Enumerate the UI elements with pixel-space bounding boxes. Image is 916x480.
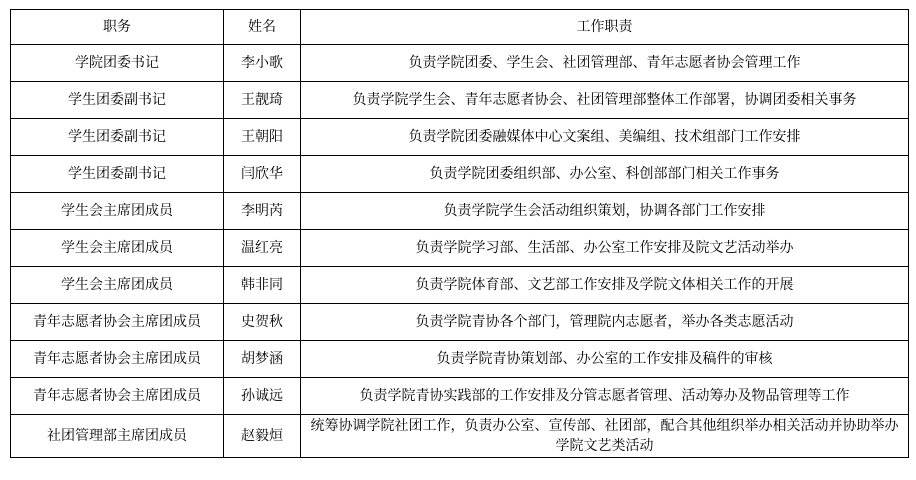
- position-cell: 学生团委副书记: [11, 82, 224, 119]
- table-row: [11, 341, 909, 378]
- position-cell: 学生会主席团成员: [11, 267, 224, 304]
- name-cell: 孙诚远: [224, 378, 301, 415]
- duty-cell: 负责学院学生会、青年志愿者协会、社团管理部整体工作部署，协调团委相关事务: [301, 82, 909, 119]
- table-row: [11, 267, 909, 304]
- name-cell: 闫欣华: [224, 156, 301, 193]
- position-cell: 学院团委书记: [11, 45, 224, 82]
- duty-cell: 负责学院团委、学生会、社团管理部、青年志愿者协会管理工作: [301, 45, 909, 82]
- name-cell: 温红亮: [224, 230, 301, 267]
- name-cell: 韩非同: [224, 267, 301, 304]
- duty-cell: 负责学院团委融媒体中心文案组、美编组、技术组部门工作安排: [301, 119, 909, 156]
- position-cell: 社团管理部主席团成员: [11, 415, 224, 458]
- position-cell: 学生会主席团成员: [11, 230, 224, 267]
- table-row: [11, 45, 909, 82]
- table-row: [11, 119, 909, 156]
- table-row: [11, 82, 909, 119]
- position-cell: 学生会主席团成员: [11, 193, 224, 230]
- table-row: [11, 230, 909, 267]
- name-cell: 李明芮: [224, 193, 301, 230]
- name-cell: 王朝阳: [224, 119, 301, 156]
- header-position: 职务: [11, 10, 224, 45]
- table-row: [11, 156, 909, 193]
- duty-cell: 负责学院团委组织部、办公室、科创部部门相关工作事务: [301, 156, 909, 193]
- table-row: [11, 193, 909, 230]
- duty-cell: 负责学院学习部、生活部、办公室工作安排及院文艺活动举办: [301, 230, 909, 267]
- name-cell: 胡梦涵: [224, 341, 301, 378]
- roster-table-container: [10, 9, 909, 458]
- table-row: [11, 415, 909, 458]
- table-row: [11, 378, 909, 415]
- duty-cell: 负责学院体育部、文艺部工作安排及学院文体相关工作的开展: [301, 267, 909, 304]
- position-cell: 青年志愿者协会主席团成员: [11, 341, 224, 378]
- table-row: [11, 304, 909, 341]
- name-cell: 史贺秋: [224, 304, 301, 341]
- roster-table: [10, 9, 909, 458]
- duty-cell: 负责学院青协策划部、办公室的工作安排及稿件的审核: [301, 341, 909, 378]
- position-cell: 青年志愿者协会主席团成员: [11, 378, 224, 415]
- position-cell: 学生团委副书记: [11, 119, 224, 156]
- duty-cell: 负责学院青协各个部门，管理院内志愿者，举办各类志愿活动: [301, 304, 909, 341]
- name-cell: 李小歌: [224, 45, 301, 82]
- position-cell: 学生团委副书记: [11, 156, 224, 193]
- name-cell: 王靓琦: [224, 82, 301, 119]
- duty-cell: 负责学院青协实践部的工作安排及分管志愿者管理、活动筹办及物品管理等工作: [301, 378, 909, 415]
- header-duty: 工作职责: [301, 10, 909, 45]
- duty-cell: 统筹协调学院社团工作，负责办公室、宣传部、社团部，配合其他组织举办相关活动并协助举办学院文艺类活动: [301, 415, 909, 458]
- header-row: [11, 10, 909, 45]
- name-cell: 赵毅烜: [224, 415, 301, 458]
- position-cell: 青年志愿者协会主席团成员: [11, 304, 224, 341]
- duty-cell: 负责学院学生会活动组织策划，协调各部门工作安排: [301, 193, 909, 230]
- header-name: 姓名: [224, 10, 301, 45]
